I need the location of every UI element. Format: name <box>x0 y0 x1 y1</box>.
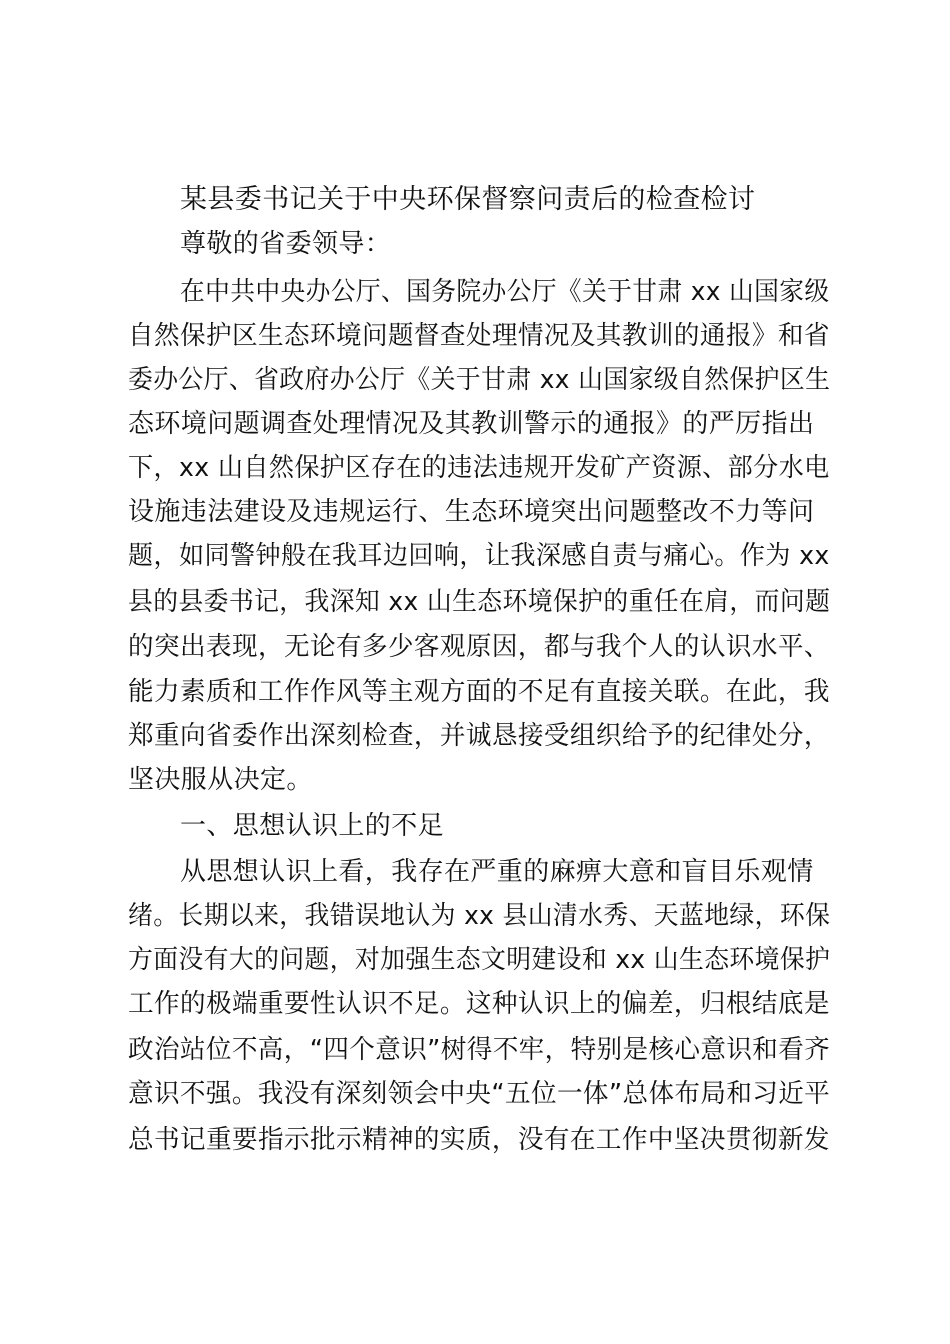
document-title: 某县委书记关于中央环保督察问责后的检查检讨 <box>180 184 756 215</box>
paragraph-2-line-6: 意识不强。我没有深刻领会中央“五位一体”总体布局和习近平 <box>128 1079 831 1109</box>
paragraph-1-line-2: 自然保护区生态环境问题督查处理情况及其教训的通报》和省 <box>128 321 830 351</box>
paragraph-1-line-11: 郑重向省委作出深刻检查，并诚恳接受组织给予的纪律处分， <box>128 721 830 751</box>
paragraph-1-line-5: 下，xx 山自然保护区存在的违法违规开发矿产资源、部分水电 <box>128 453 830 483</box>
paragraph-1-line-4: 态环境问题调查处理情况及其教训警示的通报》的严厉指出 <box>128 409 815 439</box>
paragraph-1-line-3: 委办公厅、省政府办公厅《关于甘肃 xx 山国家级自然保护区生 <box>128 365 831 395</box>
paragraph-1-line-6: 设施违法建设及违规运行、生态环境突出问题整改不力等问 <box>128 497 815 527</box>
paragraph-2-line-3: 方面没有大的问题，对加强生态文明建设和 xx 山生态环境保护 <box>128 945 831 975</box>
paragraph-2-line-2: 绪。长期以来，我错误地认为 xx 县山清水秀、天蓝地绿，环保 <box>128 901 831 931</box>
paragraph-1-line-9: 的突出表现，无论有多少客观原因，都与我个人的认识水平、 <box>128 632 830 662</box>
paragraph-1-line-12: 坚决服从决定。 <box>128 765 313 795</box>
paragraph-2-line-4: 工作的极端重要性认识不足。这种认识上的偏差，归根结底是 <box>128 989 830 1019</box>
section-1-heading: 一、思想认识上的不足 <box>180 811 445 841</box>
paragraph-1-line-1: 在中共中央办公厅、国务院办公厅《关于甘肃 xx 山国家级 <box>180 277 830 307</box>
salutation: 尊敬的省委领导： <box>180 229 392 259</box>
paragraph-2-line-7: 总书记重要指示批示精神的实质，没有在工作中坚决贯彻新发 <box>128 1125 830 1155</box>
paragraph-2-line-5: 政治站位不高，“四个意识”树得不牢，特别是核心意识和看齐 <box>128 1035 831 1065</box>
paragraph-1-line-8: 县的县委书记，我深知 xx 山生态环境保护的重任在肩，而问题 <box>128 587 831 617</box>
paragraph-1-line-10: 能力素质和工作作风等主观方面的不足有直接关联。在此，我 <box>128 677 830 707</box>
paragraph-1-line-7: 题，如同警钟般在我耳边回响，让我深感自责与痛心。作为 xx <box>128 541 830 571</box>
paragraph-2-line-1: 从思想认识上看，我存在严重的麻痹大意和盲目乐观情 <box>180 857 814 887</box>
